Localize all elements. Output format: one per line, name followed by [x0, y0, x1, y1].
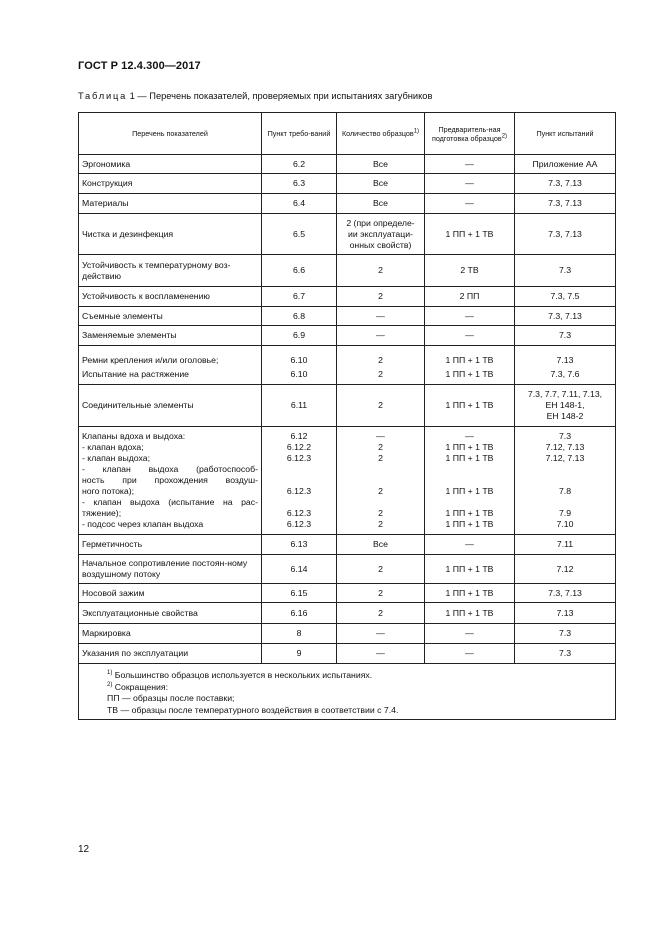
quantity-cell: 2: [337, 366, 425, 385]
quantity-cell: 2: [337, 385, 425, 427]
quantity-cell: —: [337, 326, 425, 346]
preparation-cell: 1 ПП + 1 ТВ: [425, 366, 515, 385]
indicator-cell: Эргономика: [79, 155, 262, 174]
preparation-cell: —: [425, 155, 515, 174]
clause-cell: 8: [262, 624, 337, 644]
clause-cell: 6.7: [262, 287, 337, 307]
test-clause-cell: 7.3: [515, 326, 616, 346]
table-row: [79, 214, 616, 255]
table-row: [79, 624, 616, 644]
clause-cell: 6.13: [262, 535, 337, 555]
test-clause-cell: 7.11: [515, 535, 616, 555]
quantity-cell: 2: [337, 287, 425, 307]
test-clause-cell: 7.3: [515, 644, 616, 664]
indicator-cell: Заменяемые элементы: [79, 326, 262, 346]
indicator-cell: Начальное сопротивление постоян-ному воздушному потоку: [79, 555, 262, 584]
quantity-cell: Все: [337, 174, 425, 194]
quantity-cell: — 2 2 2 2 2: [337, 427, 425, 535]
indicator-cell: Устойчивость к воспламенению: [79, 287, 262, 307]
clause-cell: 6.4: [262, 194, 337, 214]
preparation-cell: —: [425, 194, 515, 214]
test-clause-cell: 7.3, 7.13: [515, 307, 616, 326]
clause-cell: 9: [262, 644, 337, 664]
quantity-cell: Все: [337, 155, 425, 174]
clause-cell: 6.11: [262, 385, 337, 427]
table-row: [79, 366, 616, 385]
preparation-cell: 1 ПП + 1 ТВ: [425, 603, 515, 624]
clause-cell: 6.10: [262, 346, 337, 366]
table-row: [79, 346, 616, 366]
test-clause-cell: 7.3: [515, 624, 616, 644]
column-header: Пункт испытаний: [515, 113, 616, 155]
test-clause-cell: 7.12: [515, 555, 616, 584]
test-clause-cell: 7.3: [515, 255, 616, 287]
clause-cell: 6.3: [262, 174, 337, 194]
clause-cell: 6.9: [262, 326, 337, 346]
quantity-cell: —: [337, 644, 425, 664]
clause-cell: 6.6: [262, 255, 337, 287]
table-row: [79, 427, 616, 535]
preparation-cell: 1 ПП + 1 ТВ: [425, 385, 515, 427]
test-clause-cell: 7.3, 7.5: [515, 287, 616, 307]
quantity-cell: 2: [337, 346, 425, 366]
document-code: ГОСТ Р 12.4.300—2017: [78, 60, 201, 72]
test-clause-cell: 7.3, 7.13: [515, 584, 616, 603]
preparation-cell: 1 ПП + 1 ТВ: [425, 346, 515, 366]
clause-cell: 6.14: [262, 555, 337, 584]
indicator-cell: Ремни крепления и/или оголовье;: [79, 346, 262, 366]
quantity-cell: 2: [337, 603, 425, 624]
preparation-cell: 2 ПП: [425, 287, 515, 307]
table-row: [79, 584, 616, 603]
indicator-cell: Съемные элементы: [79, 307, 262, 326]
preparation-cell: —: [425, 624, 515, 644]
indicator-cell: Испытание на растяжение: [79, 366, 262, 385]
table-footnotes: $^{1)}$ Большинство образцов используется в нескольких испытаниях. $^{2)}$ Сокращения: ПП — образцы после поставки; ТВ — образцы после температурного воздействия в соответствии с 7.4.: [79, 664, 616, 720]
table-row: [79, 385, 616, 427]
indicator-cell: Конструкция: [79, 174, 262, 194]
preparation-cell: 1 ПП + 1 ТВ: [425, 555, 515, 584]
indicator-cell: Устойчивость к температурному воз-действию: [79, 255, 262, 287]
column-header: Пункт требо-ваний: [262, 113, 337, 155]
table-footnotes-row: [79, 664, 616, 720]
test-clause-cell: 7.13: [515, 603, 616, 624]
quantity-cell: —: [337, 307, 425, 326]
column-header: Перечень показателей: [79, 113, 262, 155]
test-clause-cell: 7.3, 7.13: [515, 194, 616, 214]
table-header-row: [79, 113, 616, 155]
preparation-cell: —: [425, 644, 515, 664]
quantity-cell: —: [337, 624, 425, 644]
indicator-cell: Указания по эксплуатации: [79, 644, 262, 664]
quantity-cell: 2 (при определе-ии эксплуатаци-онных свойств): [337, 214, 425, 255]
preparation-cell: —: [425, 326, 515, 346]
preparation-cell: 1 ПП + 1 ТВ: [425, 214, 515, 255]
preparation-cell: 2 ТВ: [425, 255, 515, 287]
clause-cell: 6.8: [262, 307, 337, 326]
test-clause-cell: 7.3, 7.13: [515, 174, 616, 194]
test-clause-cell: 7.3 7.12, 7.13 7.12, 7.13 7.8 7.9 7.10: [515, 427, 616, 535]
indicator-cell: Материалы: [79, 194, 262, 214]
preparation-cell: —: [425, 174, 515, 194]
table-row: [79, 287, 616, 307]
preparation-cell: — 1 ПП + 1 ТВ 1 ПП + 1 ТВ 1 ПП + 1 ТВ 1 ПП + 1 ТВ 1 ПП + 1 ТВ: [425, 427, 515, 535]
clause-cell: 6.15: [262, 584, 337, 603]
test-clause-cell: 7.3, 7.6: [515, 366, 616, 385]
quantity-cell: Все: [337, 194, 425, 214]
indicator-cell: Клапаны вдоха и выдоха: - клапан вдоха; - клапан выдоха; - клапан выдоха (работоспособ- ность при прохождения воздуш- ного потока); - клапан выдоха (испытание на рас- тяжение); - подсос через клапан выдоха: [79, 427, 262, 535]
table-row: [79, 155, 616, 174]
clause-cell: 6.10: [262, 366, 337, 385]
indicator-cell: Соединительные элементы: [79, 385, 262, 427]
table-caption-label: Таблица: [78, 91, 128, 101]
indicator-cell: Маркировка: [79, 624, 262, 644]
table-row: [79, 603, 616, 624]
indicator-cell: Носовой зажим: [79, 584, 262, 603]
preparation-cell: 1 ПП + 1 ТВ: [425, 584, 515, 603]
indicator-cell: Эксплуатационные свойства: [79, 603, 262, 624]
indicator-cell: Чистка и дезинфекция: [79, 214, 262, 255]
table-row: [79, 194, 616, 214]
clause-cell: 6.16: [262, 603, 337, 624]
quantity-cell: 2: [337, 255, 425, 287]
table-row: [79, 555, 616, 584]
quantity-cell: 2: [337, 555, 425, 584]
test-clause-cell: Приложение АА: [515, 155, 616, 174]
quantity-cell: Все: [337, 535, 425, 555]
table-caption-text: 1 — Перечень показателей, проверяемых при испытаниях загубников: [127, 91, 433, 101]
test-clause-cell: 7.3, 7.13: [515, 214, 616, 255]
table-row: [79, 255, 616, 287]
table-row: [79, 326, 616, 346]
preparation-cell: —: [425, 307, 515, 326]
table-row: [79, 174, 616, 194]
test-clause-cell: 7.3, 7.7, 7.11, 7.13, ЕН 148-1, ЕН 148-2: [515, 385, 616, 427]
clause-cell: 6.2: [262, 155, 337, 174]
clause-cell: 6.12 6.12.2 6.12.3 6.12.3 6.12.3 6.12.3: [262, 427, 337, 535]
test-clause-cell: 7.13: [515, 346, 616, 366]
column-header: Количество образцов$^{1)}$: [337, 113, 425, 155]
preparation-cell: —: [425, 535, 515, 555]
table-row: [79, 535, 616, 555]
page-number: 12: [78, 844, 90, 855]
indicator-cell: Герметичность: [79, 535, 262, 555]
clause-cell: 6.5: [262, 214, 337, 255]
quantity-cell: 2: [337, 584, 425, 603]
column-header: Предваритель-ная подготовка образцов$^{2)}$: [425, 113, 515, 155]
table-row: [79, 307, 616, 326]
table-caption: [78, 91, 432, 101]
indicators-table: [78, 112, 616, 720]
table-row: [79, 644, 616, 664]
